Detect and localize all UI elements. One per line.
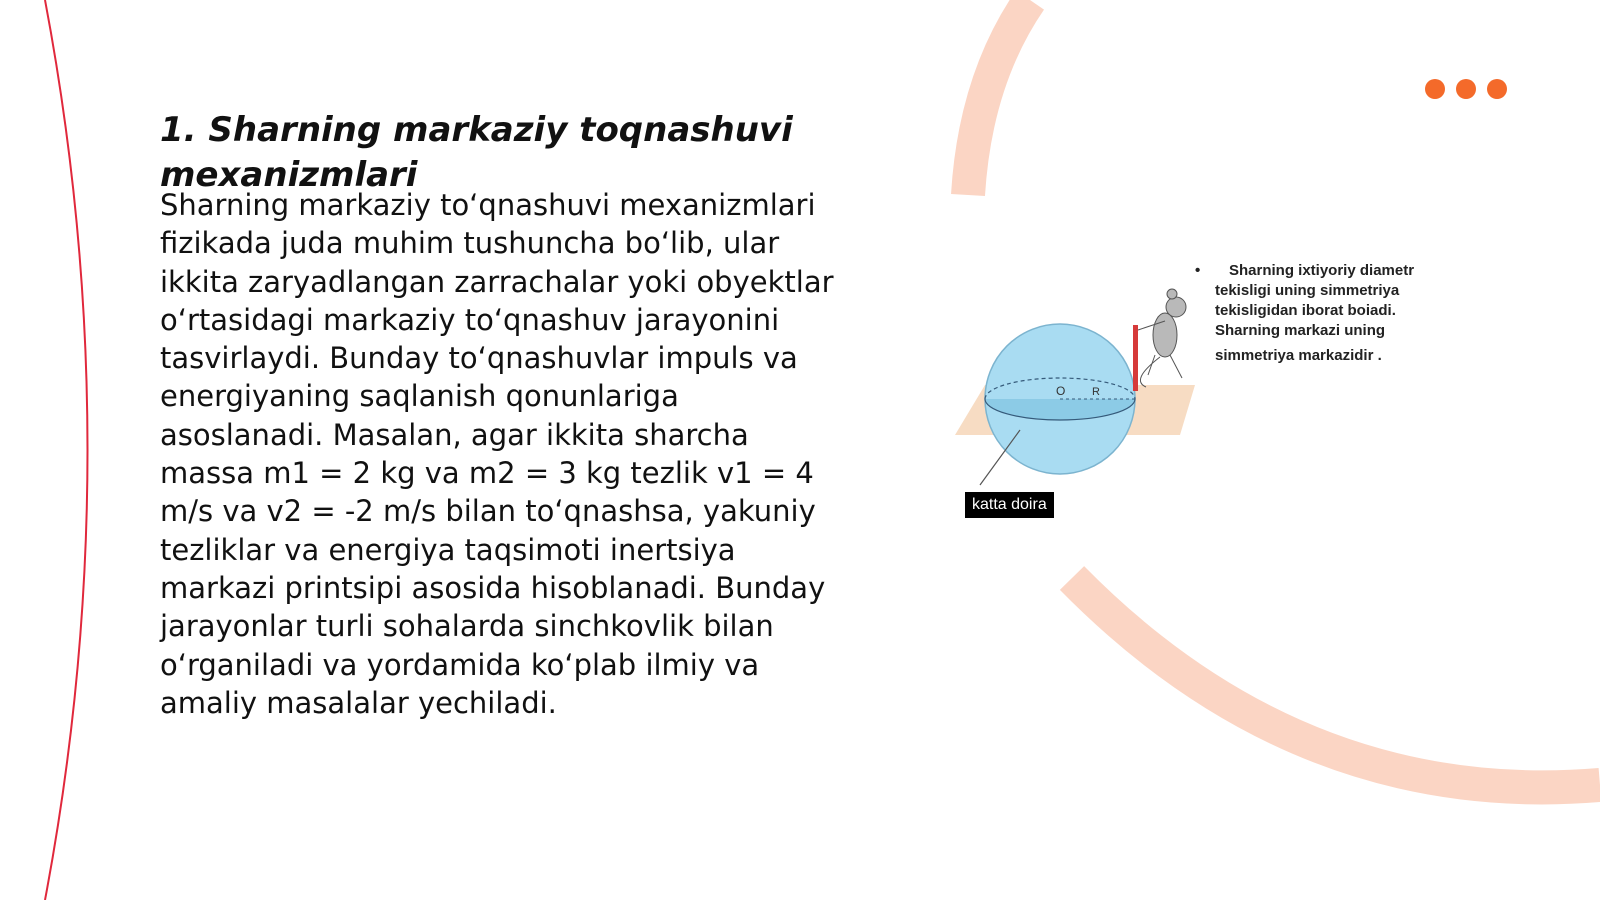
bullet-item xyxy=(1195,261,1430,366)
radius-label: R xyxy=(1092,386,1100,398)
dot-icon xyxy=(1425,79,1445,99)
figure-label: katta doira xyxy=(965,492,1054,518)
bullet-text-tail: simmetriya markazidir . xyxy=(1215,347,1382,364)
slide-body-text: Sharning markaziy to‘qnashuvi mexanizmlari fizikada juda muhim tushuncha bo‘lib, ular ikkita zaryadlangan zarrachalar yoki obyektlar o‘rtasidagi markaziy to‘qnashuv jarayonini tasvirlaydi. Bunday to‘qnashuvlar impuls va energiyaning saqlanish qonunlariga asoslanadi. Masalan, agar ikkita sharcha massa m1 = 2 kg va m2 = 3 kg tezlik v1 = 4 m/s va v2 = -2 m/s bilan to‘qnashsa, yakuniy tezliklar va energiya taqsimoti inertsiya markazi printsipi asosida hisoblanadi. Bunday jarayonlar turli sohalarda sinchkovlik bilan o‘rganiladi va yordamida ko‘plab ilmiy va amaliy masalalar yechiladi. xyxy=(160,188,834,720)
sphere-diagram xyxy=(950,285,1220,525)
menu-dots-icon xyxy=(1425,79,1507,99)
sphere-figure xyxy=(950,285,1220,525)
slide-title: 1. Sharning markaziy toqnashuvi mexanizmlari xyxy=(160,110,793,195)
dot-icon xyxy=(1487,79,1507,99)
upper-arc xyxy=(968,0,1030,195)
center-label: O xyxy=(1056,384,1066,398)
bullet-marker: • xyxy=(1195,262,1201,279)
lower-arc xyxy=(1072,578,1600,787)
bullet-text: Sharning ixtiyoriy diametr tekisligi uning simmetriya tekisligidan iborat boiadi. Sharning markazi uning xyxy=(1215,262,1415,339)
left-edge-curve xyxy=(45,0,88,900)
red-pole xyxy=(1133,325,1138,391)
dot-icon xyxy=(1456,79,1476,99)
mouse-icon xyxy=(1138,289,1186,387)
